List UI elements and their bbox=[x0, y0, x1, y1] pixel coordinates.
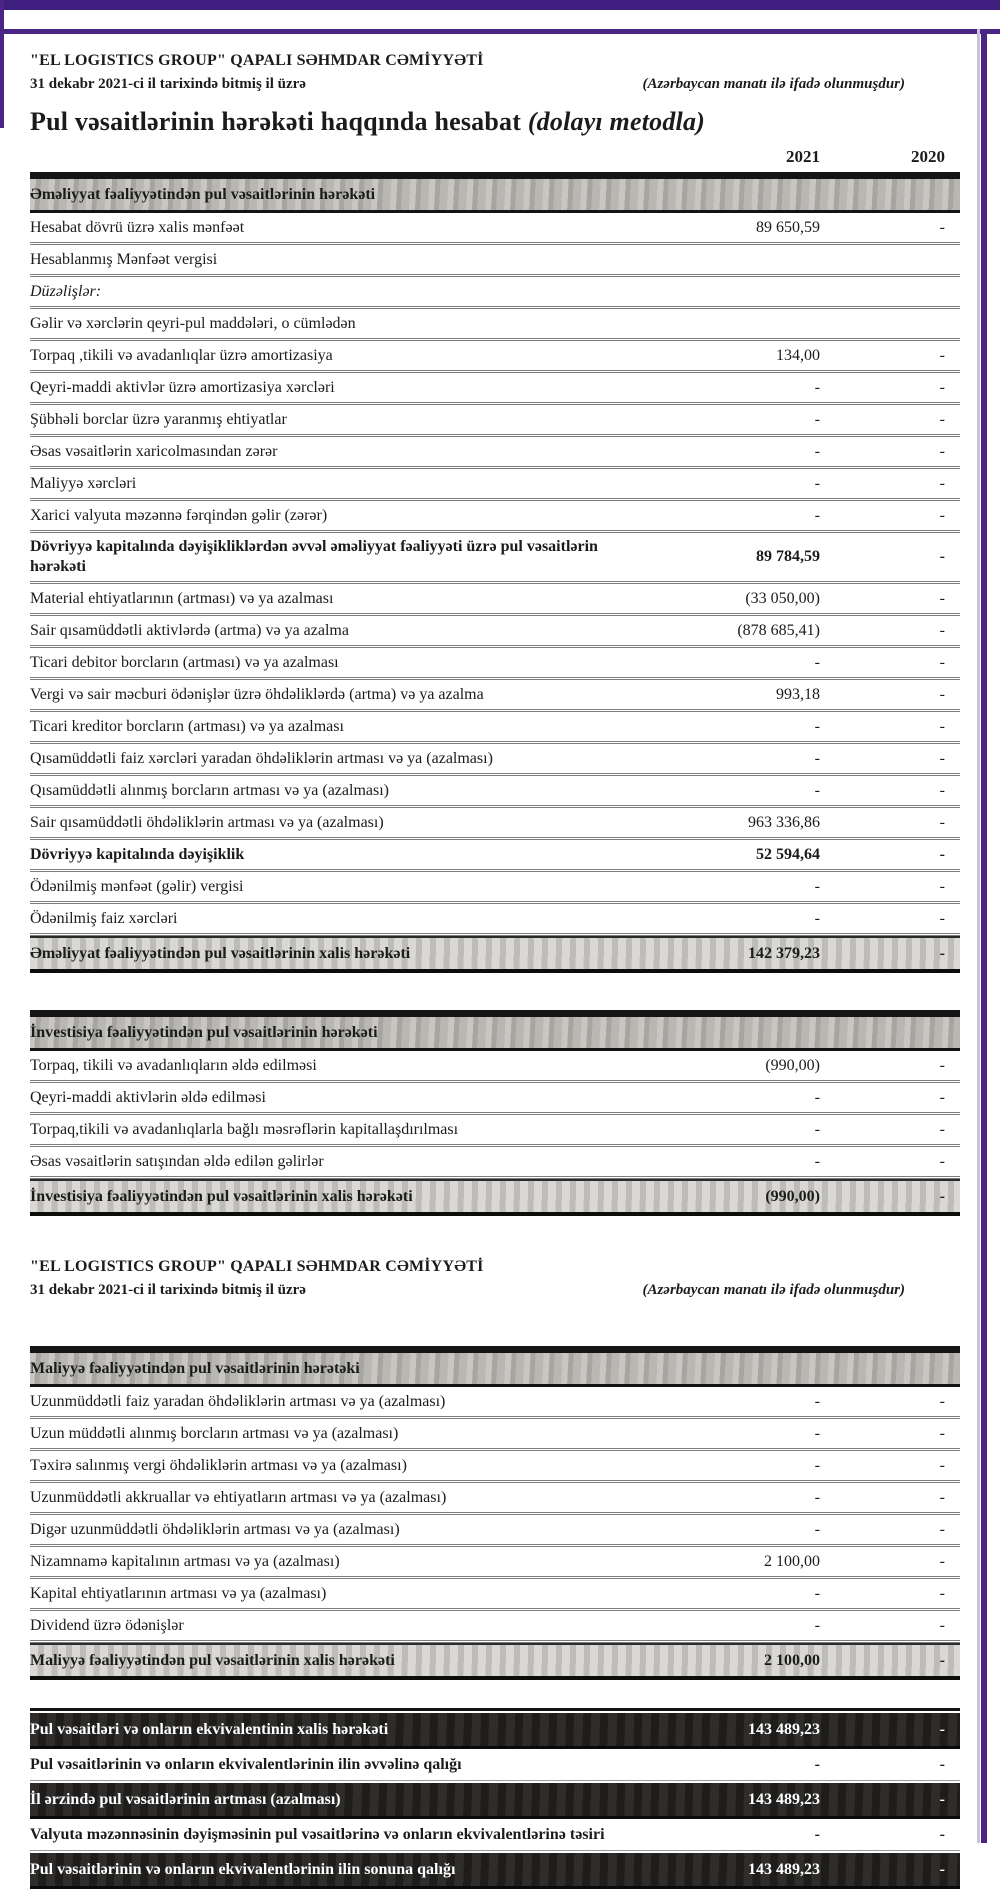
report-meta-row bbox=[30, 76, 960, 93]
table-row bbox=[30, 1419, 960, 1451]
summary-table bbox=[30, 1708, 960, 1889]
total-row bbox=[30, 1179, 960, 1216]
row-label: Maliyyə fəaliyyətindən pul vəsaitlərinin xalis hərəkəti bbox=[30, 1651, 395, 1669]
page-title-method: (dolayı metodla) bbox=[527, 107, 706, 136]
value-2021: - bbox=[814, 781, 820, 799]
row-label: Sair qısamüddətli aktivlərdə (artma) və ya azalma bbox=[30, 621, 349, 639]
value-2021: - bbox=[814, 1424, 820, 1442]
table-row bbox=[30, 776, 960, 808]
value-2020: - bbox=[939, 685, 945, 703]
total-row bbox=[30, 1643, 960, 1680]
value-2021: 993,18 bbox=[776, 685, 820, 703]
report-meta-row-repeat bbox=[30, 1282, 960, 1299]
value-2020: - bbox=[939, 1755, 945, 1773]
page-title bbox=[30, 107, 960, 137]
section-gap bbox=[30, 1299, 960, 1341]
value-2021: 142 379,23 bbox=[748, 944, 820, 962]
value-2021: 89 650,59 bbox=[756, 218, 820, 236]
row-label: Dövriyyə kapitalında dəyişiklik bbox=[30, 845, 245, 863]
row-label: Material ehtiyatlarının (artması) və ya azalması bbox=[30, 589, 334, 607]
section-header-row bbox=[30, 176, 960, 213]
value-2020: - bbox=[939, 1456, 945, 1474]
value-2020: - bbox=[939, 1056, 945, 1074]
table-row bbox=[30, 1611, 960, 1643]
row-label: Vergi və sair məcburi ödənişlər üzrə öhdəliklərdə (artma) və ya azalma bbox=[30, 685, 484, 703]
row-label: İnvestisiya fəaliyyətindən pul vəsaitlərinin hərəkəti bbox=[30, 1023, 378, 1041]
value-2020: - bbox=[939, 1152, 945, 1170]
table-row bbox=[30, 1115, 960, 1147]
value-2020: - bbox=[939, 346, 945, 364]
row-label: Ticari debitor borcların (artması) və ya azalması bbox=[30, 653, 339, 671]
value-2021: - bbox=[814, 506, 820, 524]
table-row bbox=[30, 584, 960, 616]
row-label: Uzun müddətli alınmış borcların artması və ya (azalması) bbox=[30, 1424, 399, 1442]
row-label: Torpaq ,tikili və avadanlıqlar üzrə amortizasiya bbox=[30, 346, 333, 364]
value-2021: 2 100,00 bbox=[764, 1651, 820, 1669]
row-label: Sair qısamüddətli öhdəliklərin artması və ya (azalması) bbox=[30, 813, 384, 831]
table-row bbox=[30, 1451, 960, 1483]
row-label: Maliyyə xərcləri bbox=[30, 474, 137, 492]
value-2021: - bbox=[814, 474, 820, 492]
value-2020: - bbox=[939, 589, 945, 607]
value-2021: - bbox=[814, 1392, 820, 1410]
frame-top-edge bbox=[0, 29, 1000, 34]
company-name-repeat: "EL LOGISTICS GROUP" QAPALI SƏHMDAR CƏMİYYƏTİ bbox=[30, 1258, 484, 1275]
row-label: Uzunmüddətli akkruallar və ehtiyatların artması və ya (azalması) bbox=[30, 1488, 447, 1506]
table-row bbox=[30, 341, 960, 373]
value-2020: - bbox=[939, 474, 945, 492]
table-row bbox=[30, 405, 960, 437]
row-label: Düzəlişlər: bbox=[30, 282, 102, 300]
value-2020: - bbox=[939, 1825, 945, 1843]
table-row bbox=[30, 1515, 960, 1547]
table-row bbox=[30, 1579, 960, 1611]
value-2021: 134,00 bbox=[776, 346, 820, 364]
row-label: Qısamüddətli alınmış borcların artması və ya (azalması) bbox=[30, 781, 389, 799]
table-row bbox=[30, 373, 960, 405]
row-label: İnvestisiya fəaliyyətindən pul vəsaitlərinin xalis hərəkəti bbox=[30, 1187, 413, 1205]
value-2020: - bbox=[939, 1651, 945, 1669]
value-2021: - bbox=[814, 877, 820, 895]
frame-left-edge bbox=[0, 0, 4, 128]
table-row bbox=[30, 1083, 960, 1115]
value-2020: - bbox=[939, 1552, 945, 1570]
row-label: Hesablanmış Mənfəət vergisi bbox=[30, 250, 218, 268]
table-row bbox=[30, 616, 960, 648]
value-2021: 89 784,59 bbox=[756, 548, 820, 565]
value-2021: 2 100,00 bbox=[764, 1552, 820, 1570]
table-row bbox=[30, 808, 960, 840]
table-row bbox=[30, 744, 960, 776]
row-label: Valyuta məzənnəsinin dəyişməsinin pul vəsaitlərinə və onların ekvivalentlərinə təsiri bbox=[30, 1825, 605, 1843]
top-purple-bar bbox=[0, 0, 1000, 10]
table-row bbox=[30, 1749, 960, 1781]
document-page bbox=[30, 52, 960, 1889]
row-label: Əməliyyat fəaliyyətindən pul vəsaitlərinin xalis hərəkəti bbox=[30, 944, 411, 962]
value-2021: - bbox=[814, 1456, 820, 1474]
row-label: Pul vəsaitlərinin və onların ekvivalentlərinin ilin əvvəlinə qalığı bbox=[30, 1755, 462, 1773]
value-2020: - bbox=[939, 749, 945, 767]
value-2020: - bbox=[939, 1520, 945, 1538]
value-2021: - bbox=[814, 1616, 820, 1634]
table-row bbox=[30, 712, 960, 744]
row-label: Təxirə salınmış vergi öhdəliklərin artması və ya (azalması) bbox=[30, 1456, 407, 1474]
value-2021: 143 489,23 bbox=[748, 1860, 820, 1878]
table-row bbox=[30, 437, 960, 469]
row-label: Torpaq, tikili və avadanlıqların əldə edilməsi bbox=[30, 1056, 317, 1074]
currency-note-repeat: (Azərbaycan manatı ilə ifadə olunmuşdur) bbox=[642, 1282, 905, 1298]
table-row bbox=[30, 533, 960, 584]
table-row bbox=[30, 1819, 960, 1851]
table-row bbox=[30, 277, 960, 309]
row-label: Ticari kreditor borcların (artması) və ya azalması bbox=[30, 717, 344, 735]
row-label: Qısamüddətli faiz xərcləri yaradan öhdəliklərin artması və ya (azalması) bbox=[30, 749, 493, 767]
company-name: "EL LOGISTICS GROUP" QAPALI SƏHMDAR CƏMİYYƏTİ bbox=[30, 52, 484, 69]
value-2020: - bbox=[939, 1720, 945, 1738]
value-2020: - bbox=[939, 781, 945, 799]
section-header-row bbox=[30, 1014, 960, 1051]
row-label: Əsas vəsaitlərin xaricolmasından zərər bbox=[30, 442, 278, 460]
row-label: Gəlir və xərclərin qeyri-pul maddələri, o cümlədən bbox=[30, 314, 356, 332]
value-2020: - bbox=[939, 1187, 945, 1205]
row-label: Hesabat dövrü üzrə xalis mənfəət bbox=[30, 218, 245, 236]
table-row bbox=[30, 1387, 960, 1419]
value-2021: - bbox=[814, 909, 820, 927]
value-2020: - bbox=[939, 378, 945, 396]
value-2021: - bbox=[814, 1584, 820, 1602]
table-row bbox=[30, 1483, 960, 1515]
row-label: Dövriyyə kapitalında dəyişikliklərdən əvvəl əməliyyat fəaliyyəti üzrə pul vəsaitlərin hərəkəti bbox=[30, 538, 598, 575]
value-2020: - bbox=[939, 410, 945, 428]
row-label: Digər uzunmüddətli öhdəliklərin artması və ya (azalması) bbox=[30, 1520, 400, 1538]
table-row bbox=[30, 680, 960, 712]
report-period-repeat: 31 dekabr 2021-ci il tarixində bitmiş il üzrə bbox=[30, 1282, 306, 1298]
value-2020: - bbox=[939, 845, 945, 863]
value-2020: - bbox=[939, 944, 945, 962]
value-2020: - bbox=[939, 1392, 945, 1410]
table-row bbox=[30, 469, 960, 501]
value-2020: - bbox=[939, 813, 945, 831]
table-row bbox=[30, 1547, 960, 1579]
value-2020: - bbox=[939, 1790, 945, 1808]
summary-dark-row bbox=[30, 1781, 960, 1819]
row-label: Pul vəsaitlərinin və onların ekvivalentlərinin ilin sonuna qalığı bbox=[30, 1860, 456, 1878]
value-2021: - bbox=[814, 378, 820, 396]
year-header-2021: 2021 bbox=[786, 147, 820, 166]
page-title-main: Pul vəsaitlərinin hərəkəti haqqında hesabat bbox=[30, 107, 528, 136]
frame-right-edge bbox=[981, 29, 987, 1843]
value-2021: 143 489,23 bbox=[748, 1790, 820, 1808]
row-label: Əməliyyat fəaliyyətindən pul vəsaitlərinin hərəkəti bbox=[30, 185, 376, 203]
value-2020: - bbox=[939, 218, 945, 236]
row-label: Nizamnamə kapitalının artması və ya (azalması) bbox=[30, 1552, 340, 1570]
currency-note: (Azərbaycan manatı ilə ifadə olunmuşdur) bbox=[642, 76, 905, 92]
table-row bbox=[30, 1051, 960, 1083]
value-2021: - bbox=[814, 1120, 820, 1138]
value-2021: - bbox=[814, 1088, 820, 1106]
table-row bbox=[30, 213, 960, 245]
value-2020: - bbox=[939, 1616, 945, 1634]
row-label: Əsas vəsaitlərin satışından əldə edilən gəlirlər bbox=[30, 1152, 324, 1170]
row-label: Qeyri-maddi aktivlər üzrə amortizasiya xərcləri bbox=[30, 378, 335, 396]
value-2021: 963 336,86 bbox=[748, 813, 820, 831]
row-label: Ödənilmiş faiz xərcləri bbox=[30, 909, 178, 927]
value-2020: - bbox=[939, 442, 945, 460]
value-2020: - bbox=[939, 1120, 945, 1138]
value-2020: - bbox=[939, 909, 945, 927]
table-row bbox=[30, 648, 960, 680]
report-period: 31 dekabr 2021-ci il tarixində bitmiş il üzrə bbox=[30, 76, 306, 92]
section-gap bbox=[30, 973, 960, 1005]
row-label: Maliyyə fəaliyyətindən pul vəsaitlərinin hərətəki bbox=[30, 1359, 360, 1377]
row-label: Kapital ehtiyatlarının artması və ya (azalması) bbox=[30, 1584, 327, 1602]
table-row bbox=[30, 245, 960, 277]
value-2021: - bbox=[814, 442, 820, 460]
value-2020: - bbox=[939, 1088, 945, 1106]
value-2021: - bbox=[814, 1488, 820, 1506]
row-label: Şübhəli borclar üzrə yaranmış ehtiyatlar bbox=[30, 410, 287, 428]
value-2020: - bbox=[939, 877, 945, 895]
row-label: Uzunmüddətli faiz yaradan öhdəliklərin artması və ya (azalması) bbox=[30, 1392, 446, 1410]
value-2020: - bbox=[939, 1860, 945, 1878]
table-row bbox=[30, 1147, 960, 1179]
value-2021: 143 489,23 bbox=[748, 1720, 820, 1738]
value-2021: (33 050,00) bbox=[745, 589, 820, 607]
value-2021: - bbox=[814, 410, 820, 428]
value-2020: - bbox=[939, 717, 945, 735]
row-label: Pul vəsaitləri və onların ekvivalentinin xalis hərəkəti bbox=[30, 1720, 389, 1738]
table-row bbox=[30, 309, 960, 341]
value-2020: - bbox=[939, 1424, 945, 1442]
value-2020: - bbox=[939, 1584, 945, 1602]
value-2021: (990,00) bbox=[765, 1187, 820, 1205]
frame-right-shadow bbox=[977, 29, 980, 1843]
year-header-2020: 2020 bbox=[911, 147, 945, 166]
row-label: Ödənilmiş mənfəət (gəlir) vergisi bbox=[30, 877, 244, 895]
row-label: İl ərzində pul vəsaitlərinin artması (azalması) bbox=[30, 1790, 341, 1808]
row-label: Qeyri-maddi aktivlərin əldə edilməsi bbox=[30, 1088, 266, 1106]
table-row bbox=[30, 872, 960, 904]
table-row bbox=[30, 904, 960, 936]
section-header-row bbox=[30, 1350, 960, 1387]
section-gap bbox=[30, 1216, 960, 1258]
value-2020: - bbox=[939, 653, 945, 671]
operating-activities-table bbox=[30, 172, 960, 973]
value-2021: - bbox=[814, 717, 820, 735]
value-2020: - bbox=[939, 621, 945, 639]
summary-dark-row bbox=[30, 1711, 960, 1749]
value-2021: - bbox=[814, 749, 820, 767]
table-row bbox=[30, 501, 960, 533]
summary-dark-row bbox=[30, 1851, 960, 1889]
year-header-row bbox=[30, 147, 960, 167]
value-2021: - bbox=[814, 1825, 820, 1843]
value-2020: - bbox=[939, 1488, 945, 1506]
value-2021: - bbox=[814, 1520, 820, 1538]
value-2021: - bbox=[814, 653, 820, 671]
value-2021: 52 594,64 bbox=[756, 845, 820, 863]
value-2021: - bbox=[814, 1152, 820, 1170]
year-header-spacer bbox=[30, 147, 645, 167]
financing-activities-table bbox=[30, 1346, 960, 1680]
value-2020: - bbox=[939, 506, 945, 524]
value-2021: - bbox=[814, 1755, 820, 1773]
table-row bbox=[30, 840, 960, 872]
row-label: Torpaq,tikili və avadanlıqlarla bağlı məsrəflərin kapitallaşdırılması bbox=[30, 1120, 459, 1138]
value-2020: - bbox=[939, 548, 945, 565]
value-2021: (990,00) bbox=[765, 1056, 820, 1074]
total-row bbox=[30, 936, 960, 973]
investing-activities-table bbox=[30, 1010, 960, 1216]
value-2021: (878 685,41) bbox=[737, 621, 820, 639]
row-label: Xarici valyuta məzənnə fərqindən gəlir (zərər) bbox=[30, 506, 328, 524]
row-label: Dividend üzrə ödənişlər bbox=[30, 1616, 184, 1634]
